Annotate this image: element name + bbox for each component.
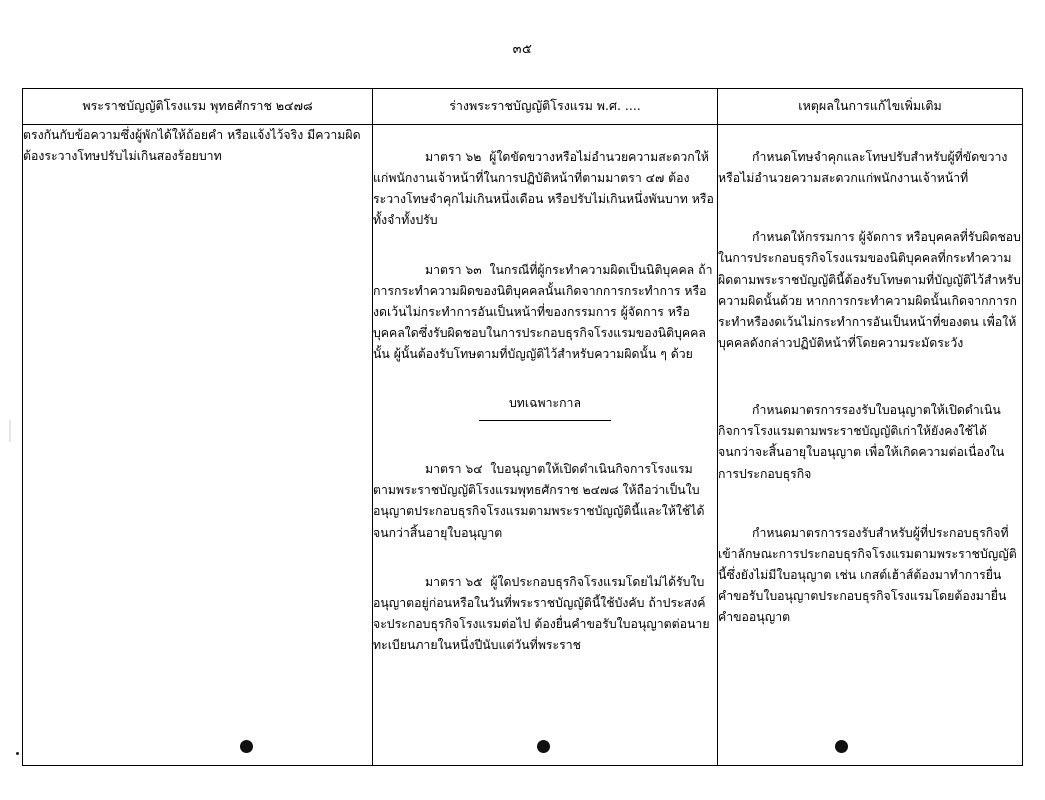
comparison-table [22, 88, 1023, 766]
reason-paragraph-4: กำหนดมาตรการรองรับสำหรับผู้ที่ประกอบธุรกิจที่เข้าลักษณะการประกอบธุรกิจโรงแรมตามพระราชบัญญัตินี้ซึ่งยังไม่มีใบอนุญาต เช่น เกสต์เฮ้าส์ต้องมาทำการยื่นคำขอรับใบอนุญาตประกอบธุรกิจโรงแรมโดยต้องมายื่นคำขออนุญาต [718, 525, 1017, 625]
reasons-top-spacer [718, 125, 1022, 147]
cell-existing-act [23, 125, 373, 766]
cell-draft-act [373, 125, 718, 766]
draft-section-64: มาตรา ๖๔ ใบอนุญาตให้เปิดดำเนินกิจการโรงแรมตามพระราชบัญญัติโรงแรมพุทธศักราช ๒๔๗๘ ให้ถือว่าเป็นใบอนุญาตประกอบธุรกิจโรงแรมตามพระราชบัญญัตินี้และให้ใช้ได้จนกว่าสิ้นอายุใบอนุญาต [373, 462, 705, 540]
draft-section-65: มาตรา ๖๕ ผู้ใดประกอบธุรกิจโรงแรมโดยไม่ได้รับใบอนุญาตอยู่ก่อนหรือในวันที่พระราชบัญญัตินี้ใช้บังคับ ถ้าประสงค์จะประกอบธุรกิจโรงแรมต่อไป ต้องยื่นคำขอรับใบอนุญาตต่อนายทะเบียนภายในหนึ่งปีนับแต่วันที่พระราช [373, 574, 710, 653]
page-number: ๓๕ [512, 42, 533, 57]
draft-gap-1 [373, 248, 717, 260]
column-header-existing-act: พระราชบัญญัติโรงแรม พุทธศักราช ๒๔๗๘ [23, 89, 373, 125]
reason-paragraph-3: กำหนดมาตรการรองรับใบอนุญาตให้เปิดดำเนินกิจการโรงแรมตามพระราชบัญญัติเก่าให้ยังคงใช้ได้จนกว่าจะสิ้นอายุใบอนุญาต เพื่อให้เกิดความต่อเนื่องในการประกอบธุรกิจ [718, 403, 1005, 481]
scan-edge-mark [9, 420, 11, 442]
table-header-row [23, 89, 1023, 125]
binding-hole-right [835, 740, 848, 753]
scan-speck [16, 752, 19, 755]
reasons-gap-3 [718, 501, 1022, 523]
reason-paragraph-2: กำหนดให้กรรมการ ผู้จัดการ หรือบุคคลที่รับผิดชอบในการประกอบธุรกิจโรงแรมของนิติบุคคลที่กระทำความผิดตามพระราชบัญญัตินี้ต้องรับโทษตามที่บัญญัติไว้สำหรับความผิดนั้นด้วย หากการกระทำความผิดนั้นเกิดจากการกระทำหรืองดเว้นไม่กระทำการอันเป็นหน้าที่ของตน เพื่อให้บุคคลดังกล่าวปฏิบัติหน้าที่โดยความระมัดระวัง [718, 230, 1021, 350]
draft-top-spacer [373, 125, 717, 147]
draft-section-62: มาตรา ๖๒ ผู้ใดขัดขวางหรือไม่อำนวยความสะดวกให้แก่พนักงานเจ้าหน้าที่ในการปฏิบัติหน้าที่ตามมาตรา ๔๗ ต้องระวางโทษจำคุกไม่เกินหนึ่งเดือน หรือปรับไม่เกินหนึ่งพันบาท หรือทั้งจำทั้งปรับ [373, 150, 714, 228]
reasons-gap-1 [718, 205, 1022, 227]
column-header-reasons: เหตุผลในการแก้ไขเพิ่มเติม [718, 89, 1023, 125]
column-header-draft-act: ร่างพระราชบัญญัติโรงแรม พ.ศ. .... [373, 89, 718, 125]
reason-paragraph-1: กำหนดโทษจำคุกและโทษปรับสำหรับผู้ที่ขัดขวางหรือไม่อำนวยความสะดวกแก่พนักงานเจ้าหน้าที่ [718, 150, 1008, 186]
existing-act-paragraph-1: ตรงกันกับข้อความซึ่งผู้พักได้ให้ถ้อยคำ หรือแจ้งไว้จริง มีความผิดต้องระวางโทษปรับไม่เกินสองร้อยบาท [23, 128, 361, 164]
binding-hole-left [240, 740, 253, 753]
draft-section-63: มาตรา ๖๓ ในกรณีที่ผู้กระทำความผิดเป็นนิติบุคคล ถ้าการกระทำความผิดของนิติบุคคลนั้นเกิดจากการกระทำการ หรืองดเว้นไม่กระทำการอันเป็นหน้าที่ของกรรมการ ผู้จัดการ หรือบุคคลใดซึ่งรับผิดชอบในการประกอบธุรกิจโรงแรมของนิติบุคคลนั้น ผู้นั้นต้องรับโทษตามที่บัญญัติไว้สำหรับความผิดนั้น ๆ ด้วย [373, 262, 713, 362]
draft-gap-3 [373, 421, 717, 459]
cell-reasons [718, 125, 1023, 766]
reasons-gap-2 [718, 370, 1022, 400]
draft-gap-4 [373, 560, 717, 572]
table-body-row [23, 125, 1023, 766]
binding-hole-center [537, 740, 550, 753]
draft-chapter-heading: บทเฉพาะกาล [509, 396, 581, 411]
draft-gap-2 [373, 381, 717, 393]
